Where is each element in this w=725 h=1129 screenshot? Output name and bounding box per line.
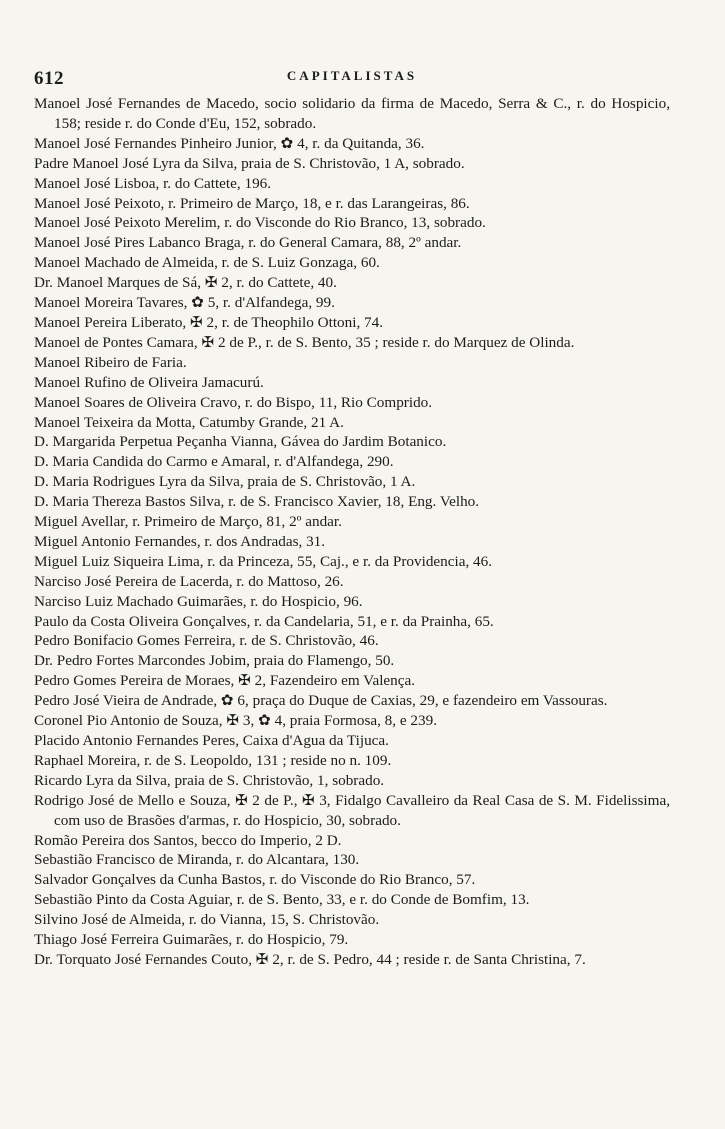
directory-entry: Silvino José de Almeida, r. do Vianna, 15, S. Christovão. bbox=[34, 911, 380, 929]
directory-entry: Miguel Avellar, r. Primeiro de Março, 81, 2º andar. bbox=[34, 513, 342, 531]
directory-entry: Dr. Torquato José Fernandes Couto, ✠ 2, r. de S. Pedro, 44 ; reside r. de Santa Christina, 7. bbox=[34, 950, 586, 968]
directory-entry: Manoel Pereira Liberato, ✠ 2, r. de Theophilo Ottoni, 74. bbox=[34, 313, 384, 331]
directory-entry: Manoel Moreira Tavares, ✿ 5, r. d'Alfandega, 99. bbox=[34, 294, 335, 312]
directory-entry: D. Maria Rodrigues Lyra da Silva, praia de S. Christovão, 1 A. bbox=[34, 473, 416, 491]
directory-entry: Pedro José Vieira de Andrade, ✿ 6, praça do Duque de Caxias, 29, e fazendeiro em Vassouras. bbox=[34, 692, 608, 710]
directory-entry: Raphael Moreira, r. de S. Leopoldo, 131 ; reside no n. 109. bbox=[34, 751, 392, 769]
directory-entry: Manoel José Pires Labanco Braga, r. do General Camara, 88, 2º andar. bbox=[34, 234, 462, 252]
directory-entry: Manoel José Lisboa, r. do Cattete, 196. bbox=[34, 174, 272, 192]
directory-entry: Manoel Teixeira da Motta, Catumby Grande, 21 A. bbox=[34, 413, 344, 431]
directory-entry: Narciso Luiz Machado Guimarães, r. do Hospicio, 96. bbox=[34, 592, 363, 610]
directory-entry: Manoel Ribeiro de Faria. bbox=[34, 353, 187, 371]
directory-entry: D. Margarida Perpetua Peçanha Vianna, Gávea do Jardim Botanico. bbox=[34, 433, 447, 451]
directory-entry: Pedro Gomes Pereira de Moraes, ✠ 2, Fazendeiro em Valença. bbox=[34, 672, 416, 690]
directory-entry: Manoel de Pontes Camara, ✠ 2 de P., r. de S. Bento, 35 ; reside r. do Marquez de Olinda. bbox=[34, 333, 575, 351]
directory-entry: Manoel José Peixoto Merelim, r. do Visconde do Rio Branco, 13, sobrado. bbox=[34, 214, 486, 232]
directory-entry: Sebastião Francisco de Miranda, r. do Alcantara, 130. bbox=[34, 851, 360, 869]
directory-entry: Thiago José Ferreira Guimarães, r. do Hospicio, 79. bbox=[34, 931, 349, 949]
entry-list bbox=[34, 94, 670, 970]
directory-entry: Manoel Rufino de Oliveira Jamacurú. bbox=[34, 373, 264, 391]
directory-page bbox=[34, 62, 670, 970]
directory-entry: Salvador Gonçalves da Cunha Bastos, r. do Visconde do Rio Branco, 57. bbox=[34, 871, 476, 889]
directory-entry: Sebastião Pinto da Costa Aguiar, r. de S. Bento, 33, e r. do Conde de Bomfim, 13. bbox=[34, 891, 530, 909]
directory-entry: Ricardo Lyra da Silva, praia de S. Christovão, 1, sobrado. bbox=[34, 771, 385, 789]
directory-entry: Romão Pereira dos Santos, becco do Imperio, 2 D. bbox=[34, 831, 342, 849]
directory-entry: Manoel Soares de Oliveira Cravo, r. do Bispo, 11, Rio Comprido. bbox=[34, 393, 433, 411]
running-head: CAPITALISTAS bbox=[286, 68, 418, 83]
page-header bbox=[34, 62, 670, 92]
directory-entry: Dr. Manoel Marques de Sá, ✠ 2, r. do Cattete, 40. bbox=[34, 274, 337, 292]
directory-entry: D. Maria Thereza Bastos Silva, r. de S. Francisco Xavier, 18, Eng. Velho. bbox=[34, 493, 480, 511]
directory-entry: Dr. Pedro Fortes Marcondes Jobim, praia do Flamengo, 50. bbox=[34, 652, 395, 670]
page-number: 612 bbox=[34, 68, 64, 89]
directory-entry: Pedro Bonifacio Gomes Ferreira, r. de S. Christovão, 46. bbox=[34, 632, 379, 650]
directory-entry: Manoel José Fernandes de Macedo, socio solidario da firma de Macedo, Serra & C., r. do Hospicio, 158; reside r. do Conde d'Eu, 152, sobrado. bbox=[34, 95, 670, 132]
directory-entry: Manoel Machado de Almeida, r. de S. Luiz Gonzaga, 60. bbox=[34, 254, 380, 272]
directory-entry: D. Maria Candida do Carmo e Amaral, r. d'Alfandega, 290. bbox=[34, 453, 394, 471]
directory-entry: Miguel Antonio Fernandes, r. dos Andradas, 31. bbox=[34, 532, 326, 550]
directory-entry: Manoel José Peixoto, r. Primeiro de Março, 18, e r. das Larangeiras, 86. bbox=[34, 194, 470, 212]
directory-entry: Placido Antonio Fernandes Peres, Caixa d'Agua da Tijuca. bbox=[34, 732, 389, 749]
directory-entry: Narciso José Pereira de Lacerda, r. do Mattoso, 26. bbox=[34, 572, 344, 590]
directory-entry: Paulo da Costa Oliveira Gonçalves, r. da Candelaria, 51, e r. da Prainha, 65. bbox=[34, 612, 494, 630]
directory-entry: Rodrigo José de Mello e Souza, ✠ 2 de P., ✠ 3, Fidalgo Cavalleiro da Real Casa de S. M. Fidelissima, com uso de Brasões d'armas, r. do Hospicio, 30, sobrado. bbox=[34, 791, 670, 829]
directory-entry: Padre Manoel José Lyra da Silva, praia de S. Christovão, 1 A, sobrado. bbox=[34, 154, 465, 172]
directory-entry: Miguel Luiz Siqueira Lima, r. da Princeza, 55, Caj., e r. da Providencia, 46. bbox=[34, 552, 493, 570]
directory-entry: Coronel Pio Antonio de Souza, ✠ 3, ✿ 4, praia Formosa, 8, e 239. bbox=[34, 712, 437, 730]
directory-entry: Manoel José Fernandes Pinheiro Junior, ✿ 4, r. da Quitanda, 36. bbox=[34, 134, 425, 152]
